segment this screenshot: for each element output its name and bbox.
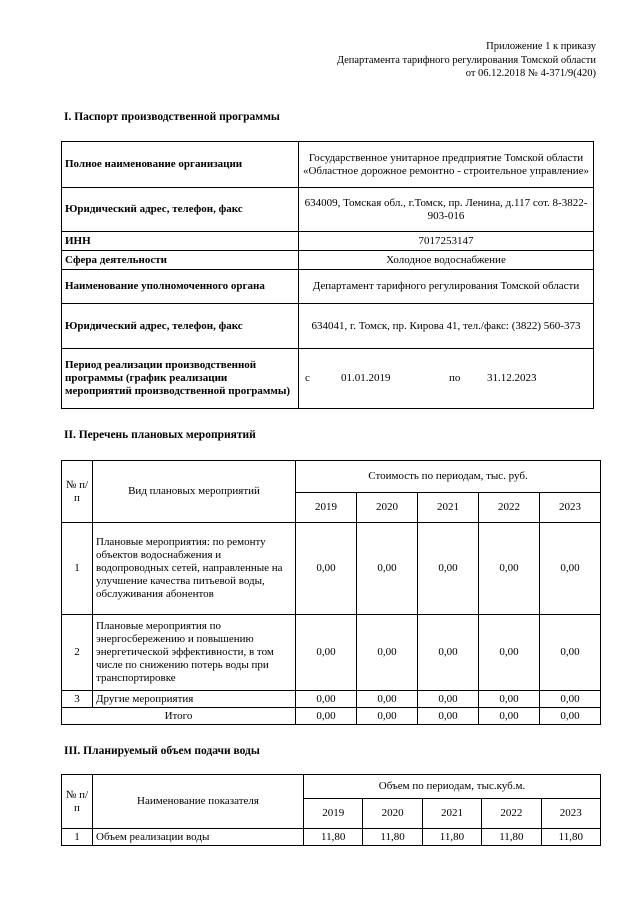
year-header: 2022: [482, 799, 541, 829]
appendix-line-1: Приложение 1 к приказу: [486, 41, 596, 52]
table-header-row: [62, 461, 601, 493]
row-value: 11,80: [363, 829, 422, 846]
period-to-word: по: [449, 372, 461, 384]
table-row: [62, 829, 601, 846]
row-value: 11,80: [541, 829, 600, 846]
section-2-title: II. Перечень плановых мероприятий: [64, 429, 256, 441]
section-3-title: III. Планируемый объем подачи воды: [64, 745, 260, 757]
row-value: 0,00: [357, 691, 418, 708]
row-number: 1: [62, 829, 93, 846]
row-value: 0,00: [357, 615, 418, 691]
row-value: 0,00: [296, 615, 357, 691]
row-description: Плановые мероприятия: по ремонту объектов водоснабжения и водопроводных сетей, направленные на улучшение качества питьевой воды, обслуживания абонентов: [93, 523, 296, 615]
appendix-line-2: Департамента тарифного регулирования Томской области: [336, 54, 596, 66]
passport-row: [62, 304, 594, 349]
col-cost-header: Стоимость по периодам, тыс. руб.: [296, 461, 601, 493]
year-header: 2022: [479, 493, 540, 523]
row-value: 0,00: [479, 691, 540, 708]
row-value: 0,00: [540, 615, 601, 691]
table-header-row: [62, 775, 601, 799]
row-description: Плановые мероприятия по энергосбережению и повышению энергетической эффективности, в том числе по снижению потерь воды при транспортировке: [93, 615, 296, 691]
total-value: 0,00: [540, 708, 601, 725]
row-description: Другие мероприятия: [93, 691, 296, 708]
appendix-note: [337, 40, 596, 81]
passport-table: [61, 141, 594, 409]
row-value: 0,00: [418, 523, 479, 615]
total-value: 0,00: [296, 708, 357, 725]
passport-value: Государственное унитарное предприятие Томской области «Областное дорожное ремонтно - строительное управление»: [299, 142, 594, 188]
row-number: 2: [62, 615, 93, 691]
passport-label: ИНН: [62, 232, 299, 251]
passport-label: Наименование уполномоченного органа: [62, 270, 299, 304]
period-from-word: с: [305, 372, 310, 384]
period-value: [299, 349, 594, 409]
passport-value: 7017253147: [299, 232, 594, 251]
year-header: 2019: [304, 799, 363, 829]
passport-label: Сфера деятельности: [62, 251, 299, 270]
section-1-title: I. Паспорт производственной программы: [64, 111, 280, 123]
row-value: 0,00: [418, 615, 479, 691]
row-value: 0,00: [540, 523, 601, 615]
year-header: 2021: [422, 799, 481, 829]
table-row: [62, 691, 601, 708]
col-kind-header: Вид плановых мероприятий: [93, 461, 296, 523]
total-value: 0,00: [357, 708, 418, 725]
table-row: [62, 615, 601, 691]
year-header: 2020: [363, 799, 422, 829]
row-value: 0,00: [296, 523, 357, 615]
passport-label: Юридический адрес, телефон, факс: [62, 188, 299, 232]
period-from-date: 01.01.2019: [341, 372, 391, 384]
passport-row: [62, 142, 594, 188]
row-number: 1: [62, 523, 93, 615]
year-header: 2023: [541, 799, 600, 829]
passport-label: Юридический адрес, телефон, факс: [62, 304, 299, 349]
passport-label: Полное наименование организации: [62, 142, 299, 188]
passport-row: [62, 188, 594, 232]
table-row: [62, 523, 601, 615]
row-value: 0,00: [479, 523, 540, 615]
passport-label: Период реализации производственной программы (график реализации мероприятий производственной программы): [62, 349, 299, 409]
passport-row: [62, 232, 594, 251]
passport-row: [62, 270, 594, 304]
row-value: 0,00: [540, 691, 601, 708]
row-value: 0,00: [296, 691, 357, 708]
passport-row-period: [62, 349, 594, 409]
passport-value: 634041, г. Томск, пр. Кирова 41, тел./факс: (3822) 560-373: [299, 304, 594, 349]
total-label: Итого: [62, 708, 296, 725]
appendix-line-3: от 06.12.2018 № 4-371/9(420): [465, 68, 596, 79]
row-value: 11,80: [482, 829, 541, 846]
year-header: 2020: [357, 493, 418, 523]
row-value: 11,80: [422, 829, 481, 846]
col-volume-header: Объем по периодам, тыс.куб.м.: [304, 775, 601, 799]
col-number-header: № п/п: [62, 461, 93, 523]
year-header: 2019: [296, 493, 357, 523]
col-name-header: Наименование показателя: [93, 775, 304, 829]
passport-value: 634009, Томская обл., г.Томск, пр. Ленина, д.117 сот. 8-3822-903-016: [299, 188, 594, 232]
passport-row: [62, 251, 594, 270]
passport-value: Департамент тарифного регулирования Томской области: [299, 270, 594, 304]
period-to-date: 31.12.2023: [487, 372, 537, 384]
row-value: 11,80: [304, 829, 363, 846]
col-number-header: № п/п: [62, 775, 93, 829]
year-header: 2023: [540, 493, 601, 523]
row-value: 0,00: [357, 523, 418, 615]
water-volume-table: [61, 774, 601, 846]
year-header: 2021: [418, 493, 479, 523]
row-value: 0,00: [418, 691, 479, 708]
passport-value: Холодное водоснабжение: [299, 251, 594, 270]
total-value: 0,00: [479, 708, 540, 725]
row-value: 0,00: [479, 615, 540, 691]
row-number: 3: [62, 691, 93, 708]
table-total-row: [62, 708, 601, 725]
row-description: Объем реализации воды: [93, 829, 304, 846]
activities-table: [61, 460, 601, 725]
total-value: 0,00: [418, 708, 479, 725]
